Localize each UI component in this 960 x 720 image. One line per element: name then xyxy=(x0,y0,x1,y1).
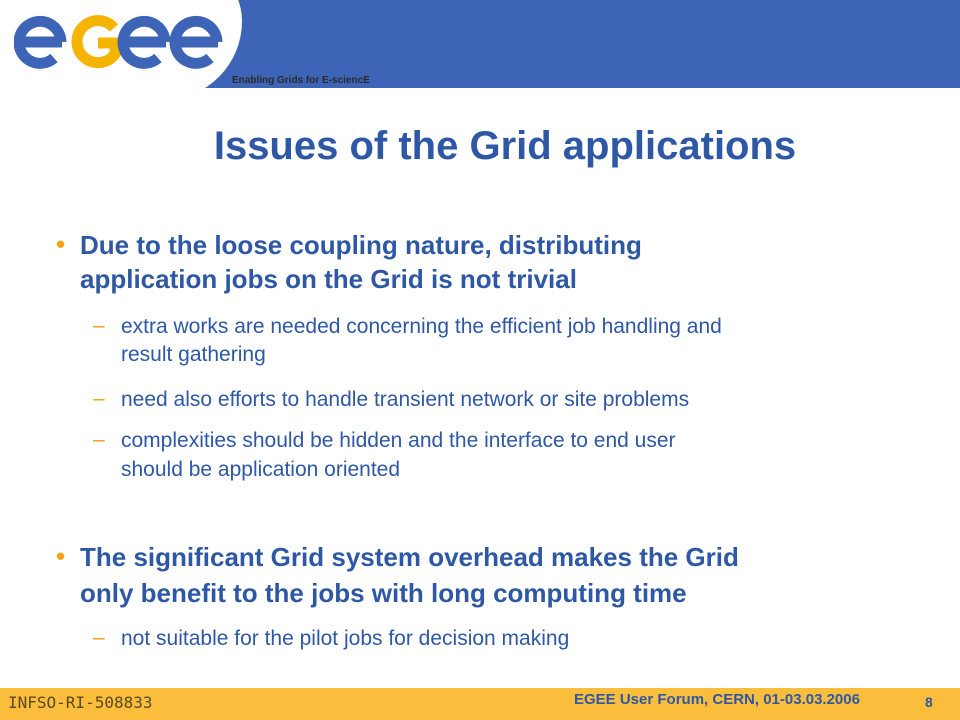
egee-logo xyxy=(14,12,234,72)
footer-event: EGEE User Forum, CERN, 01-03.03.2006 xyxy=(574,691,860,708)
tagline: Enabling Grids for E-sciencE xyxy=(232,75,370,86)
sub-bullet-4-line-1: not suitable for the pilot jobs for decision making xyxy=(121,627,570,650)
sub-bullet-marker: – xyxy=(93,626,105,649)
bullet-marker: • xyxy=(56,541,66,571)
bullet-2-line-2: only benefit to the jobs with long computing time xyxy=(80,578,687,608)
page-number: 8 xyxy=(925,694,933,710)
sub-bullet-3-line-2: should be application oriented xyxy=(121,458,401,481)
bullet-1-line-1: Due to the loose coupling nature, distributing xyxy=(80,230,642,260)
sub-bullet-marker: – xyxy=(93,314,105,337)
sub-bullet-1-line-2: result gathering xyxy=(121,343,266,366)
sub-bullet-marker: – xyxy=(93,428,105,451)
sub-bullet-3-line-1: complexities should be hidden and the interface to end user xyxy=(121,429,676,452)
sub-bullet-1-line-1: extra works are needed concerning the efficient job handling and xyxy=(121,315,722,338)
bullet-marker: • xyxy=(56,229,66,259)
bullet-1-line-2: application jobs on the Grid is not trivial xyxy=(80,264,577,294)
bullet-2-line-1: The significant Grid system overhead makes the Grid xyxy=(80,542,739,572)
sub-bullet-2-line-1: need also efforts to handle transient network or site problems xyxy=(121,388,690,411)
footer-project-id: INFSO-RI-508833 xyxy=(8,693,153,712)
sub-bullet-marker: – xyxy=(93,387,105,410)
slide-title: Issues of the Grid applications xyxy=(213,124,797,168)
